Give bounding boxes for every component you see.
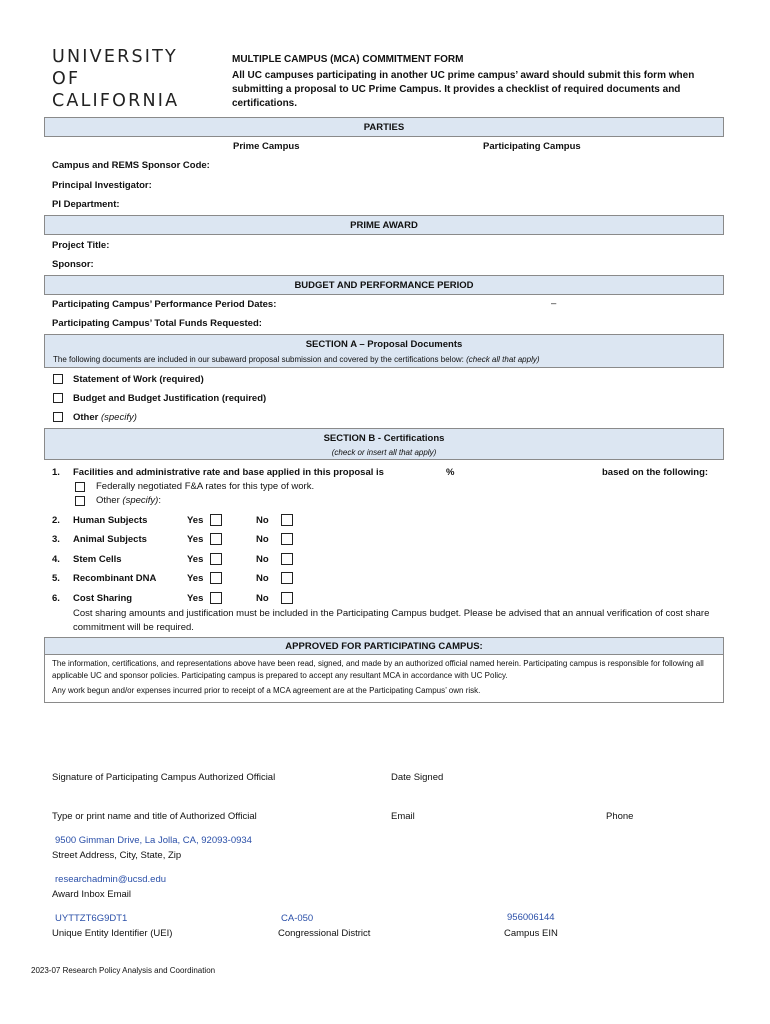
uei-label: Unique Entity Identifier (UEI) — [52, 928, 173, 939]
fa-other-text: Other — [96, 495, 120, 506]
other-doc-label — [73, 412, 137, 423]
form-intro: All UC campuses participating in another UC prime campus’ award should submit this form when submitting a proposal to UC Prime Campus. It provides a checklist of required documents and certifications. — [232, 70, 695, 109]
address-label: Street Address, City, State, Zip — [52, 850, 182, 861]
approved-header: APPROVED FOR PARTICIPATING CAMPUS: — [44, 637, 724, 655]
pi-label: Principal Investigator: — [52, 180, 152, 191]
project-title-label: Project Title: — [52, 240, 110, 251]
human-subjects-label: Human Subjects — [73, 515, 148, 526]
fa-federal-checkbox[interactable] — [75, 482, 85, 492]
human-subjects-yes-checkbox[interactable] — [210, 514, 222, 526]
section-a-header — [44, 334, 724, 368]
section-b-subtitle: (check or insert all that apply) — [331, 448, 437, 457]
recombinant-dna-no-checkbox[interactable] — [281, 572, 293, 584]
pi-department-label: PI Department: — [52, 199, 120, 210]
inbox-email-label: Award Inbox Email — [52, 889, 132, 900]
fa-percent: % — [446, 467, 455, 478]
stem-cells-yes-checkbox[interactable] — [210, 553, 222, 565]
fa-other-checkbox[interactable] — [75, 496, 85, 506]
section-a-title: SECTION A – Proposal Documents — [305, 339, 463, 350]
total-funds-label: Participating Campus’ Total Funds Requested: — [52, 318, 262, 329]
form-title: MULTIPLE CAMPUS (MCA) COMMITMENT FORM — [232, 54, 464, 65]
prime-award-header: PRIME AWARD — [44, 215, 724, 235]
other-doc-specify: (specify) — [100, 412, 137, 423]
no-label: No — [256, 534, 269, 545]
yes-label: Yes — [187, 515, 204, 526]
animal-subjects-no-checkbox[interactable] — [281, 533, 293, 545]
recombinant-dna-yes-checkbox[interactable] — [210, 572, 222, 584]
period-dash: – — [551, 298, 557, 309]
budget-checkbox[interactable] — [53, 393, 63, 403]
date-signed-label: Date Signed — [391, 772, 444, 783]
logo-line-3: CALIFORNIA — [52, 91, 180, 111]
fa-other-specify: (specify) — [122, 495, 159, 506]
section-a-note-text: The following documents are included in our subaward proposal submission and covered by the certifications below: — [53, 355, 464, 364]
phone-label: Phone — [606, 811, 634, 822]
other-doc-checkbox[interactable] — [53, 412, 63, 422]
signature-label: Signature of Participating Campus Authorized Official — [52, 772, 276, 783]
cost-sharing-yes-checkbox[interactable] — [210, 592, 222, 604]
approved-risk-text: Any work begun and/or expenses incurred prior to receipt of a MCA agreement are at the Participating Campus’ own risk. — [52, 686, 481, 695]
cost-sharing-no-checkbox[interactable] — [281, 592, 293, 604]
animal-subjects-label: Animal Subjects — [73, 534, 147, 545]
no-label: No — [256, 515, 269, 526]
prime-campus-label: Prime Campus — [233, 141, 300, 152]
budget-header: BUDGET AND PERFORMANCE PERIOD — [44, 275, 724, 295]
recombinant-dna-label: Recombinant DNA — [73, 573, 157, 584]
item-num: 2. — [52, 515, 60, 526]
fa-based: based on the following: — [602, 467, 709, 478]
yes-label: Yes — [187, 554, 204, 565]
fa-other-label — [96, 495, 161, 506]
name-title-label: Type or print name and title of Authorized Official — [52, 811, 257, 822]
section-a-note-italic: (check all that apply) — [466, 355, 540, 364]
cost-sharing-note: Cost sharing amounts and justification must be included in the Participating Campus budget. Please be advised that an annual verification of cost share commitment will be required. — [73, 608, 710, 633]
email-label: Email — [391, 811, 415, 822]
ein-value[interactable]: 956006144 — [507, 912, 555, 923]
uei-value[interactable]: UYTTZT6G9DT1 — [55, 913, 128, 924]
section-b-title: SECTION B - Certifications — [323, 433, 445, 444]
budget-justification-label: Budget and Budget Justification (required) — [73, 393, 267, 404]
no-label: No — [256, 573, 269, 584]
logo-line-2: OF — [52, 69, 81, 89]
fa-label: Facilities and administrative rate and base applied in this proposal is — [73, 467, 384, 478]
approved-text: The information, certifications, and representations above have been read, signed, and made by an authorized official named herein. Participating campus is responsible for following all applicable UC and sponsor policies. Participating campus is prepared to accept any resultant MCA in accordance with UC Policy. — [52, 659, 704, 680]
fa-other-colon: : — [158, 495, 161, 506]
sponsor-code-label: Campus and REMS Sponsor Code: — [52, 160, 210, 171]
cost-sharing-label: Cost Sharing — [73, 593, 133, 604]
animal-subjects-yes-checkbox[interactable] — [210, 533, 222, 545]
yes-label: Yes — [187, 573, 204, 584]
sow-checkbox[interactable] — [53, 374, 63, 384]
sponsor-label: Sponsor: — [52, 259, 94, 270]
yes-label: Yes — [187, 593, 204, 604]
stem-cells-label: Stem Cells — [73, 554, 122, 565]
other-doc-text: Other — [73, 412, 99, 423]
fa-federal-label: Federally negotiated F&A rates for this type of work. — [96, 481, 315, 492]
human-subjects-no-checkbox[interactable] — [281, 514, 293, 526]
sow-label: Statement of Work (required) — [73, 374, 204, 385]
section-b-header — [44, 428, 724, 460]
ein-label: Campus EIN — [504, 928, 558, 939]
stem-cells-no-checkbox[interactable] — [281, 553, 293, 565]
no-label: No — [256, 593, 269, 604]
item-num: 6. — [52, 593, 60, 604]
parties-header: PARTIES — [44, 117, 724, 137]
district-value[interactable]: CA-050 — [281, 913, 314, 924]
district-label: Congressional District — [278, 928, 371, 939]
logo-line-1: UNIVERSITY — [52, 47, 178, 67]
fa-num: 1. — [52, 467, 60, 478]
inbox-email-value[interactable]: researchadmin@ucsd.edu — [55, 874, 167, 885]
yes-label: Yes — [187, 534, 204, 545]
item-num: 3. — [52, 534, 60, 545]
performance-period-label: Participating Campus’ Performance Period Dates: — [52, 299, 277, 310]
uc-logo — [52, 46, 179, 112]
address-value[interactable]: 9500 Gimman Drive, La Jolla, CA, 92093-0934 — [55, 835, 252, 846]
item-num: 5. — [52, 573, 60, 584]
footer: 2023-07 Research Policy Analysis and Coordination — [31, 966, 216, 975]
participating-campus-label: Participating Campus — [483, 141, 581, 152]
no-label: No — [256, 554, 269, 565]
section-a-note — [53, 355, 723, 364]
item-num: 4. — [52, 554, 60, 565]
